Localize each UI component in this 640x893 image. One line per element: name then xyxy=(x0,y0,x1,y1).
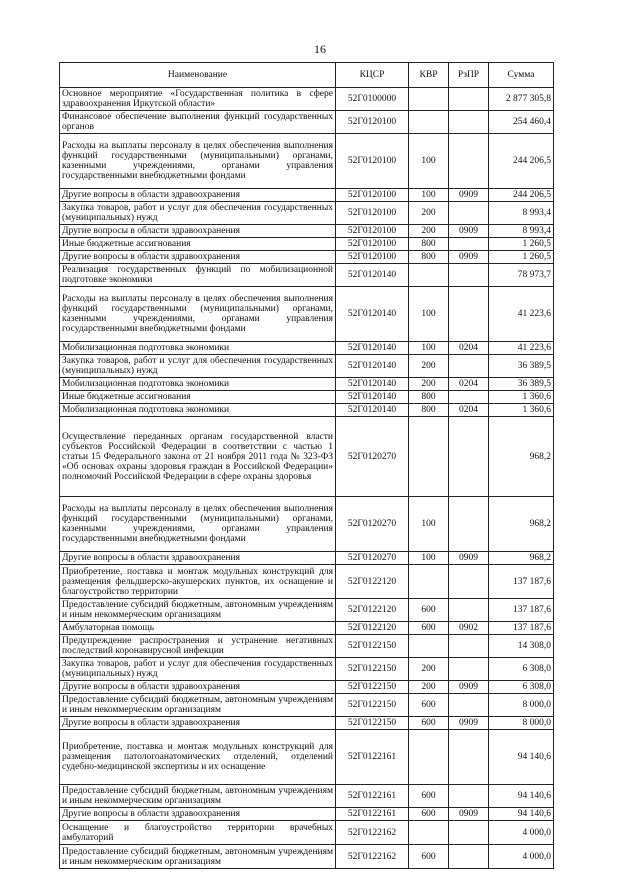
cell-sum: 1 360,6 xyxy=(489,404,554,417)
cell-kcsr: 52Г0122120 xyxy=(336,565,409,599)
header-rzpr: РзПР xyxy=(449,63,489,88)
cell-kcsr: 52Г0120140 xyxy=(336,391,409,404)
cell-rzpr: 0204 xyxy=(449,342,489,355)
cell-kvr xyxy=(409,88,449,111)
cell-rzpr xyxy=(449,134,489,189)
table-row xyxy=(60,355,554,378)
cell-kvr: 100 xyxy=(409,189,449,202)
cell-sum: 41 223,6 xyxy=(489,342,554,355)
cell-kvr: 200 xyxy=(409,355,449,378)
cell-kcsr: 52Г0120270 xyxy=(336,497,409,552)
cell-name: Реализация государственных функций по мобилизационной подготовке экономики xyxy=(60,264,336,287)
cell-name: Мобилизационная подготовка экономики xyxy=(60,378,336,391)
table-row xyxy=(60,635,554,658)
cell-name: Приобретение, поставка и монтаж модульных конструкций для размещения фельдшерско-акушерских пунктов, их оснащение и благоустройство территории xyxy=(60,565,336,599)
cell-rzpr xyxy=(449,238,489,251)
cell-rzpr: 0909 xyxy=(449,225,489,238)
table-row xyxy=(60,730,554,785)
cell-rzpr xyxy=(449,391,489,404)
cell-kcsr: 52Г0122162 xyxy=(336,845,409,869)
cell-sum: 4 000,0 xyxy=(489,821,554,845)
cell-kcsr: 52Г0122150 xyxy=(336,717,409,730)
cell-kcsr: 52Г0120100 xyxy=(336,238,409,251)
cell-sum: 14 308,0 xyxy=(489,635,554,658)
cell-rzpr: 0204 xyxy=(449,378,489,391)
cell-kcsr: 52Г0122161 xyxy=(336,785,409,808)
cell-kcsr: 52Г0120140 xyxy=(336,355,409,378)
cell-kvr: 600 xyxy=(409,717,449,730)
cell-rzpr xyxy=(449,565,489,599)
table-row xyxy=(60,251,554,264)
cell-kvr: 200 xyxy=(409,681,449,694)
cell-kcsr: 52Г0120270 xyxy=(336,417,409,497)
cell-rzpr: 0909 xyxy=(449,552,489,565)
cell-kvr xyxy=(409,264,449,287)
table-row xyxy=(60,681,554,694)
table-row xyxy=(60,658,554,681)
cell-sum: 1 260,5 xyxy=(489,251,554,264)
cell-sum: 36 389,5 xyxy=(489,378,554,391)
cell-name: Другие вопросы в области здравоохранения xyxy=(60,251,336,264)
table-row xyxy=(60,622,554,635)
table-row xyxy=(60,225,554,238)
table-row xyxy=(60,694,554,717)
cell-kcsr: 52Г0122150 xyxy=(336,694,409,717)
cell-name: Иные бюджетные ассигнования xyxy=(60,391,336,404)
cell-rzpr xyxy=(449,694,489,717)
cell-rzpr: 0909 xyxy=(449,717,489,730)
cell-name: Другие вопросы в области здравоохранения xyxy=(60,808,336,821)
cell-name: Другие вопросы в области здравоохранения xyxy=(60,681,336,694)
cell-kcsr: 52Г0100000 xyxy=(336,88,409,111)
cell-name: Приобретение, поставка и монтаж модульных конструкций для размещения патологоанатомических отделений, отделений судебно-медицинской экспертизы и их оснащение xyxy=(60,730,336,785)
cell-sum: 8 000,0 xyxy=(489,717,554,730)
cell-rzpr xyxy=(449,821,489,845)
cell-kcsr: 52Г0120140 xyxy=(336,287,409,342)
cell-name: Мобилизационная подготовка экономики xyxy=(60,342,336,355)
cell-rzpr: 0909 xyxy=(449,189,489,202)
cell-name: Другие вопросы в области здравоохранения xyxy=(60,189,336,202)
cell-name: Оснащение и благоустройство территории врачебных амбулаторий xyxy=(60,821,336,845)
cell-name: Закупка товаров, работ и услуг для обеспечения государственных (муниципальных) нужд xyxy=(60,658,336,681)
cell-kvr: 600 xyxy=(409,808,449,821)
table-row xyxy=(60,497,554,552)
table-row xyxy=(60,821,554,845)
cell-kcsr: 52Г0120100 xyxy=(336,251,409,264)
cell-kvr: 100 xyxy=(409,134,449,189)
cell-kcsr: 52Г0122120 xyxy=(336,622,409,635)
table-row xyxy=(60,202,554,225)
cell-rzpr xyxy=(449,635,489,658)
cell-kcsr: 52Г0122150 xyxy=(336,635,409,658)
cell-sum: 244 206,5 xyxy=(489,189,554,202)
cell-kcsr: 52Г0122150 xyxy=(336,681,409,694)
cell-kvr: 100 xyxy=(409,342,449,355)
table-row xyxy=(60,552,554,565)
cell-sum: 78 973,7 xyxy=(489,264,554,287)
cell-sum: 4 000,0 xyxy=(489,845,554,869)
cell-kvr: 200 xyxy=(409,225,449,238)
table-row xyxy=(60,565,554,599)
cell-sum: 254 460,4 xyxy=(489,111,554,134)
cell-name: Другие вопросы в области здравоохранения xyxy=(60,225,336,238)
cell-kcsr: 52Г0120140 xyxy=(336,404,409,417)
cell-sum: 6 308,0 xyxy=(489,681,554,694)
cell-name: Расходы на выплаты персоналу в целях обеспечения выполнения функций государственными (муниципальными) органами, казенными учреждениями, органами управления государственными внебюджетными фондами xyxy=(60,134,336,189)
cell-sum: 968,2 xyxy=(489,417,554,497)
cell-sum: 94 140,6 xyxy=(489,785,554,808)
table-row xyxy=(60,717,554,730)
cell-kvr xyxy=(409,111,449,134)
cell-name: Предоставление субсидий бюджетным, автономным учреждениям и иным некоммерческим организациям xyxy=(60,785,336,808)
table-row xyxy=(60,264,554,287)
cell-rzpr xyxy=(449,202,489,225)
table-row xyxy=(60,378,554,391)
cell-name: Предупреждение распространения и устранение негативных последствий коронавирусной инфекции xyxy=(60,635,336,658)
cell-kvr: 600 xyxy=(409,599,449,622)
table-row xyxy=(60,238,554,251)
cell-kvr: 100 xyxy=(409,287,449,342)
cell-sum: 968,2 xyxy=(489,552,554,565)
cell-rzpr xyxy=(449,785,489,808)
cell-name: Расходы на выплаты персоналу в целях обеспечения выполнения функций государственными (муниципальными) органами, казенными учреждениями, органами управления государственными внебюджетными фондами xyxy=(60,287,336,342)
cell-rzpr: 0909 xyxy=(449,808,489,821)
cell-kcsr: 52Г0122162 xyxy=(336,821,409,845)
cell-sum: 968,2 xyxy=(489,497,554,552)
table-header-row xyxy=(60,63,554,88)
cell-kvr: 200 xyxy=(409,658,449,681)
cell-kcsr: 52Г0120100 xyxy=(336,202,409,225)
cell-rzpr xyxy=(449,845,489,869)
cell-sum: 244 206,5 xyxy=(489,134,554,189)
table-row xyxy=(60,134,554,189)
header-kvr: КВР xyxy=(409,63,449,88)
cell-sum: 8 993,4 xyxy=(489,202,554,225)
cell-sum: 94 140,6 xyxy=(489,730,554,785)
cell-kvr: 600 xyxy=(409,785,449,808)
cell-kvr xyxy=(409,635,449,658)
cell-kcsr: 52Г0120100 xyxy=(336,134,409,189)
cell-rzpr xyxy=(449,730,489,785)
cell-sum: 2 877 305,8 xyxy=(489,88,554,111)
table-row xyxy=(60,111,554,134)
cell-rzpr: 0204 xyxy=(449,404,489,417)
budget-table xyxy=(59,62,554,869)
cell-kcsr: 52Г0120270 xyxy=(336,552,409,565)
cell-sum: 41 223,6 xyxy=(489,287,554,342)
cell-name: Основное мероприятие «Государственная политика в сфере здравоохранения Иркутской области» xyxy=(60,88,336,111)
cell-rzpr xyxy=(449,599,489,622)
cell-name: Другие вопросы в области здравоохранения xyxy=(60,717,336,730)
cell-rzpr xyxy=(449,111,489,134)
cell-sum: 137 187,6 xyxy=(489,565,554,599)
cell-kvr: 800 xyxy=(409,391,449,404)
table-row xyxy=(60,599,554,622)
table-body xyxy=(60,88,554,869)
cell-name: Мобилизационная подготовка экономики xyxy=(60,404,336,417)
cell-kcsr: 52Г0122161 xyxy=(336,808,409,821)
cell-sum: 137 187,6 xyxy=(489,599,554,622)
cell-kvr: 800 xyxy=(409,251,449,264)
cell-rzpr xyxy=(449,355,489,378)
cell-rzpr xyxy=(449,287,489,342)
cell-rzpr xyxy=(449,497,489,552)
cell-kvr: 600 xyxy=(409,622,449,635)
cell-sum: 1 360,6 xyxy=(489,391,554,404)
cell-name: Предоставление субсидий бюджетным, автономным учреждениям и иным некоммерческим организациям xyxy=(60,694,336,717)
cell-kvr xyxy=(409,821,449,845)
cell-kvr xyxy=(409,565,449,599)
cell-rzpr xyxy=(449,264,489,287)
cell-name: Другие вопросы в области здравоохранения xyxy=(60,552,336,565)
cell-name: Закупка товаров, работ и услуг для обеспечения государственных (муниципальных) нужд xyxy=(60,355,336,378)
cell-name: Осуществление переданных органам государственной власти субъектов Российской Федерации в соответствии с частью 1 статьи 15 Федерального закона от 21 ноября 2011 года № 323-ФЗ «Об основах охраны здоровья граждан в Российской Федерации» полномочий Российской Федерации в сфере охраны здоровья xyxy=(60,417,336,497)
cell-kcsr: 52Г0122161 xyxy=(336,730,409,785)
table-row xyxy=(60,404,554,417)
cell-kcsr: 52Г0120140 xyxy=(336,342,409,355)
table-row xyxy=(60,88,554,111)
cell-sum: 94 140,6 xyxy=(489,808,554,821)
cell-kcsr: 52Г0120100 xyxy=(336,111,409,134)
cell-kcsr: 52Г0122120 xyxy=(336,599,409,622)
cell-kvr: 200 xyxy=(409,202,449,225)
cell-sum: 8 000,0 xyxy=(489,694,554,717)
cell-kvr: 100 xyxy=(409,497,449,552)
cell-sum: 36 389,5 xyxy=(489,355,554,378)
cell-name: Предоставление субсидий бюджетным, автономным учреждениям и иным некоммерческим организациям xyxy=(60,845,336,869)
cell-sum: 137 187,6 xyxy=(489,622,554,635)
cell-rzpr: 0902 xyxy=(449,622,489,635)
cell-rzpr xyxy=(449,417,489,497)
header-name: Наименование xyxy=(60,63,336,88)
table-row xyxy=(60,845,554,869)
cell-kvr: 100 xyxy=(409,552,449,565)
table-row xyxy=(60,391,554,404)
cell-kvr: 800 xyxy=(409,404,449,417)
table-row xyxy=(60,417,554,497)
cell-kvr xyxy=(409,730,449,785)
cell-kvr: 600 xyxy=(409,694,449,717)
table-row xyxy=(60,785,554,808)
table-row xyxy=(60,808,554,821)
cell-name: Финансовое обеспечение выполнения функций государственных органов xyxy=(60,111,336,134)
cell-name: Предоставление субсидий бюджетным, автономным учреждениям и иным некоммерческим организациям xyxy=(60,599,336,622)
cell-name: Закупка товаров, работ и услуг для обеспечения государственных (муниципальных) нужд xyxy=(60,202,336,225)
cell-kcsr: 52Г0120100 xyxy=(336,225,409,238)
cell-sum: 6 308,0 xyxy=(489,658,554,681)
cell-sum: 1 260,5 xyxy=(489,238,554,251)
cell-sum: 8 993,4 xyxy=(489,225,554,238)
cell-kcsr: 52Г0122150 xyxy=(336,658,409,681)
cell-rzpr xyxy=(449,88,489,111)
page-number: 16 xyxy=(314,42,326,56)
cell-name: Амбулаторная помощь xyxy=(60,622,336,635)
cell-rzpr xyxy=(449,658,489,681)
cell-rzpr: 0909 xyxy=(449,251,489,264)
cell-rzpr: 0909 xyxy=(449,681,489,694)
cell-kvr: 800 xyxy=(409,238,449,251)
table-row xyxy=(60,287,554,342)
header-kcsr: КЦСР xyxy=(336,63,409,88)
cell-name: Расходы на выплаты персоналу в целях обеспечения выполнения функций государственными (муниципальными) органами, казенными учреждениями, органами управления государственными внебюджетными фондами xyxy=(60,497,336,552)
cell-kvr xyxy=(409,417,449,497)
table-row xyxy=(60,189,554,202)
cell-kvr: 200 xyxy=(409,378,449,391)
cell-kcsr: 52Г0120140 xyxy=(336,378,409,391)
table-row xyxy=(60,342,554,355)
cell-kvr: 600 xyxy=(409,845,449,869)
header-sum: Сумма xyxy=(489,63,554,88)
cell-kcsr: 52Г0120100 xyxy=(336,189,409,202)
cell-kcsr: 52Г0120140 xyxy=(336,264,409,287)
cell-name: Иные бюджетные ассигнования xyxy=(60,238,336,251)
